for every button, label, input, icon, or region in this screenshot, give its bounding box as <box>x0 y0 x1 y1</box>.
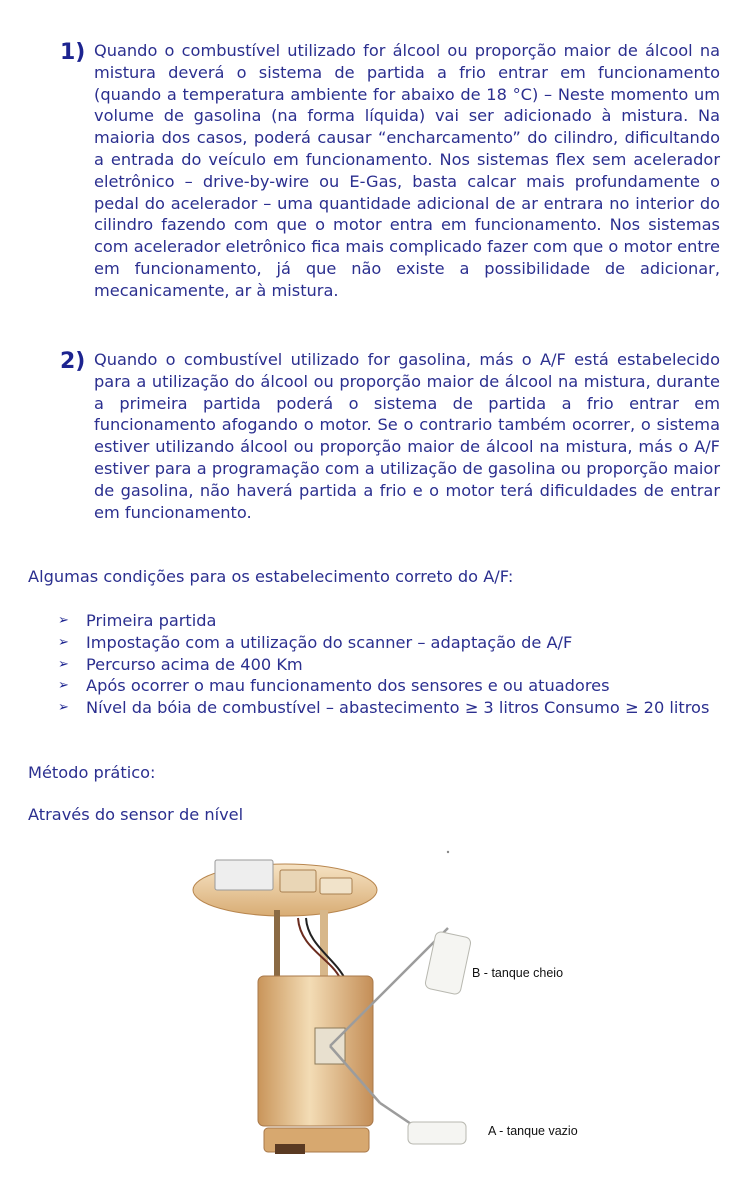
label-full-tank: B - tanque cheio <box>472 966 564 980</box>
arrow-bullet-icon: ➢ <box>58 634 69 650</box>
item-number: 1) <box>60 40 86 65</box>
arrow-bullet-icon: ➢ <box>58 656 69 672</box>
method-heading: Método prático: <box>28 763 156 782</box>
list-item: ➢ Impostação com a utilização do scanner – adaptação de A/F <box>58 632 573 652</box>
arrow-bullet-icon: ➢ <box>58 613 69 628</box>
label-empty-tank: A - tanque vazio <box>488 1124 578 1138</box>
arrow-bullet-icon: ➢ <box>58 678 69 694</box>
list-item: ➢ Primeira partida <box>58 611 217 630</box>
list-item: ➢ Após ocorrer o mau funcionamento dos sensores e ou atuadores <box>58 676 610 696</box>
paragraph-item-1 <box>60 40 720 302</box>
list-item: ➢ Percurso acima de 400 Km <box>58 654 303 674</box>
item-number: 2) <box>60 349 86 374</box>
arrow-bullet-icon: ➢ <box>58 700 69 716</box>
paragraph-item-2 <box>60 349 720 523</box>
list-item: ➢ Nível da bóia de combustível – abastecimento ≥ 3 litros Consumo ≥ 20 litros <box>58 698 710 718</box>
item-text: Quando o combustível utilizado for gasolina, más o A/F está estabelecido para a utilização do álcool ou proporção maior de álcool na mistura, durante a primeira partida poderá o sistema de partida a frio entrar em funcionamento afogando o motor. Se o contrario também ocorrer, o sistema estiver utilizando álcool ou proporção maior de álcool na mistura, más o A/F estiver para a programação com a utilização de gasolina ou proporção maior de gasolina, não haverá partida a frio e o motor terá dificuldades de entrar em funcionamento. <box>94 350 720 522</box>
item-text: Quando o combustível utilizado for álcool ou proporção maior de álcool na mistura deverá o sistema de partida a frio entrar em funcionamento (quando a temperatura ambiente for abaixo de 18 °C) – Neste momento um volume de gasolina (na forma líquida) vai ser adicionado à mistura. Na maioria dos casos, poderá causar “encharcamento” do cilindro, dificultando a entrada do veículo em funcionamento. Nos sistemas flex sem acelerador eletrônico – drive-by-wire ou E-Gas, basta calcar mais profundamente o pedal do acelerador – uma quantidade adicional de ar entrara no interior do cilindro fazendo com que o motor entra em funcionamento. Nos sistemas com acelerador eletrônico fica mais complicado fazer com que o motor entre em funcionamento, já que não existe a possibilidade de adicionar, mecanicamente, ar à mistura. <box>94 41 720 300</box>
conditions-list <box>58 610 718 719</box>
conditions-intro: Algumas condições para os estabelecimento correto do A/F: <box>28 567 514 586</box>
fuel-pump-figure <box>180 848 600 1178</box>
sensor-heading: Através do sensor de nível <box>28 805 244 824</box>
